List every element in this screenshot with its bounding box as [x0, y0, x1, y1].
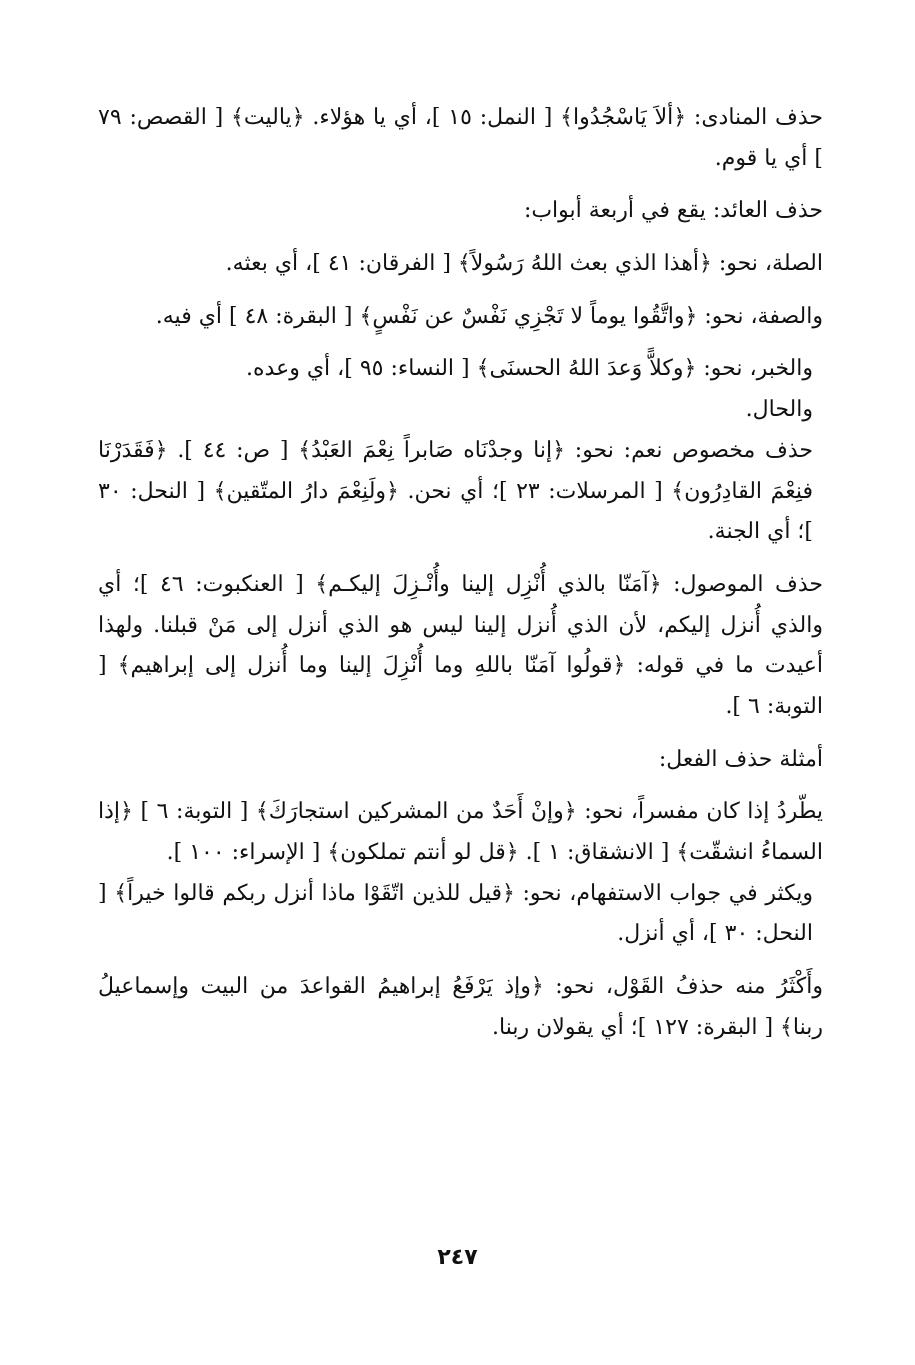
paragraph-explained-verb: يطّردُ إذا كان مفسراً، نحو: ﴿وإنْ أَحَدٌ من المشركين استجارَكَ﴾ [ التوبة: ٦ ] ﴿إذا السماءُ انشقّت﴾ [ الانشقاق: ١ ]. ﴿قل لو أنتم تملكون﴾ [ الإسراء: ١٠٠ ]. [98, 799, 823, 865]
paragraph-specified-nima: حذف مخصوص نعم: نحو: ﴿إنا وجدْنَاه صَابراً نِعْمَ العَبْدُ﴾ [ ص: ٤٤ ]. ﴿فَقَدَرْنَا فنِعْمَ القادِرُون﴾ [ المرسلات: ٢٣ ]؛ أي نحن. ﴿ولَنِعْمَ دارُ المتّقين﴾ [ النحل: ٣٠ ]؛ أي الجنة. [98, 437, 813, 545]
paragraph-question-answer: ويكثر في جواب الاستفهام، نحو: ﴿قيل للذين اتّقَوْا ماذا أنزل ربكم قالوا خيراً﴾ [ النحل: ٣٠ ]، أي أنزل. [98, 880, 813, 947]
paragraph-verb-omission-heading: أمثلة حذف الفعل: [658, 746, 823, 772]
paragraph-relative-omission: حذف الموصول: ﴿آمَنّا بالذي أُنْزِل إلينا وأُنْـزِلَ إليكـم﴾ [ العنكبوت: ٤٦ ]؛ أي والذي أُنزل إليكم، لأن الذي أُنزل إلينا ليس هو الذي أنزل إلى مَنْ قبلنا. ولهذا أعيدت ما في قوله: ﴿قولُوا آمَنّا باللهِ وما أُنْزِلَ إلينا وما أُنزل إلى إبراهيم﴾ [ التوبة: ٦ ]. [98, 571, 823, 719]
paragraph-relative-clause: الصلة، نحو: ﴿أهذا الذي بعث اللهُ رَسُولاً﴾ [ الفرقان: ٤١ ]، أي بعثه. [225, 251, 823, 277]
paragraph-vocative-omission: حذف المنادى: ﴿ألاَ يَاسْجُدُوا﴾ [ النمل: ١٥ ]، أي يا هؤلاء. ﴿ياليت﴾ [ القصص: ٧٩ ] أي يا قوم. [98, 105, 823, 171]
paragraph-circumstantial: والحال. [745, 397, 813, 423]
paragraph-pronoun-omission-heading: حذف العائد: يقع في أربعة أبواب: [523, 198, 823, 224]
paragraph-adjective: والصفة، نحو: ﴿واتَّقُوا يوماً لا تَجْزِي نَفْسٌ عن نَفْسٍ﴾ [ البقرة: ٤٨ ] أي فيه. [155, 303, 823, 329]
page-number: ٢٤٧ [437, 1245, 478, 1270]
body-text [98, 98, 823, 1048]
paragraph-saying-omission: وأَكْثَرُ منه حذفُ القَوْل، نحو: ﴿وإذ يَرْفَعُ إبراهيمُ القواعدَ من البيت وإسماعيلُ ربنا﴾ [ البقرة: ١٢٧ ]؛ أي يقولان ربنا. [98, 974, 823, 1040]
paragraph-predicate: والخبر، نحو: ﴿وكلاًّ وَعدَ اللهُ الحسنَى﴾ [ النساء: ٩٥ ]، أي وعده. [246, 356, 813, 382]
